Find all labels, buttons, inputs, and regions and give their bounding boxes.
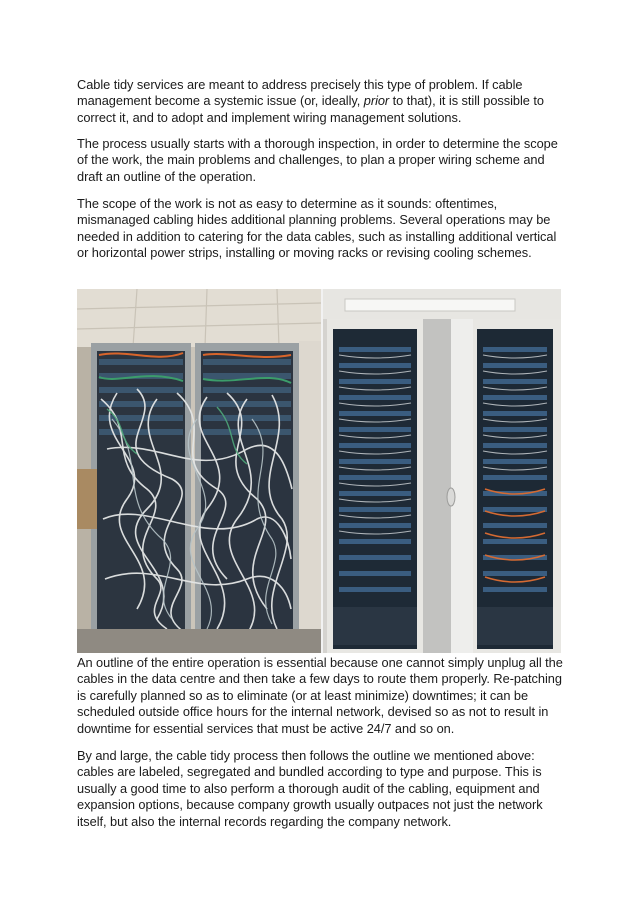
- paragraph-scope: The scope of the work is not as easy to determine as it sounds: oftentimes, mismanaged cabling hides additional planning problems. Several operations may be needed in addition to catering for the data cables, such as installing additional vertical or horizontal power strips, installing or moving racks or revising cooling schemes.: [77, 196, 557, 261]
- emphasis-prior: prior: [363, 93, 390, 109]
- text-segment: to that), it is still possible to correct it, and to adopt and implement wiring management solutions.: [77, 93, 544, 125]
- paragraph-inspection: The process usually starts with a thorough inspection, in order to determine the scope of the work, the main problems and challenges, to plan a proper wiring scheme and draft an outline of the operation.: [77, 136, 558, 184]
- paragraph-outline: An outline of the entire operation is essential because one cannot simply unplug all the cables in the data centre and then take a few days to route them properly. Re-patching is carefully planned so as to eliminate (or at least minimize) downtimes; it can be scheduled outside office hours for the internal network, devised so as not to result in downtime for essential services that must be active 24/7 and so on.: [77, 655, 563, 736]
- paragraph-cable-tidy-intro: [77, 77, 567, 126]
- server-rack-photo: [77, 289, 561, 653]
- server-racks-after: [323, 289, 561, 653]
- text-segment: Cable tidy services are meant to address precisely this type of problem. If cable management become a systemic issue (or, ideally,: [77, 77, 523, 109]
- paragraph-process: By and large, the cable tidy process then follows the outline we mentioned above: cables are labeled, segregated and bundled according to type and purpose. This is usually a good time to also perform a thorough audit of the cabling, equipment and expansion options, because company growth usually outpaces not just the network itself, but also the internal records regarding the company network.: [77, 748, 543, 829]
- server-racks-before: [77, 289, 321, 653]
